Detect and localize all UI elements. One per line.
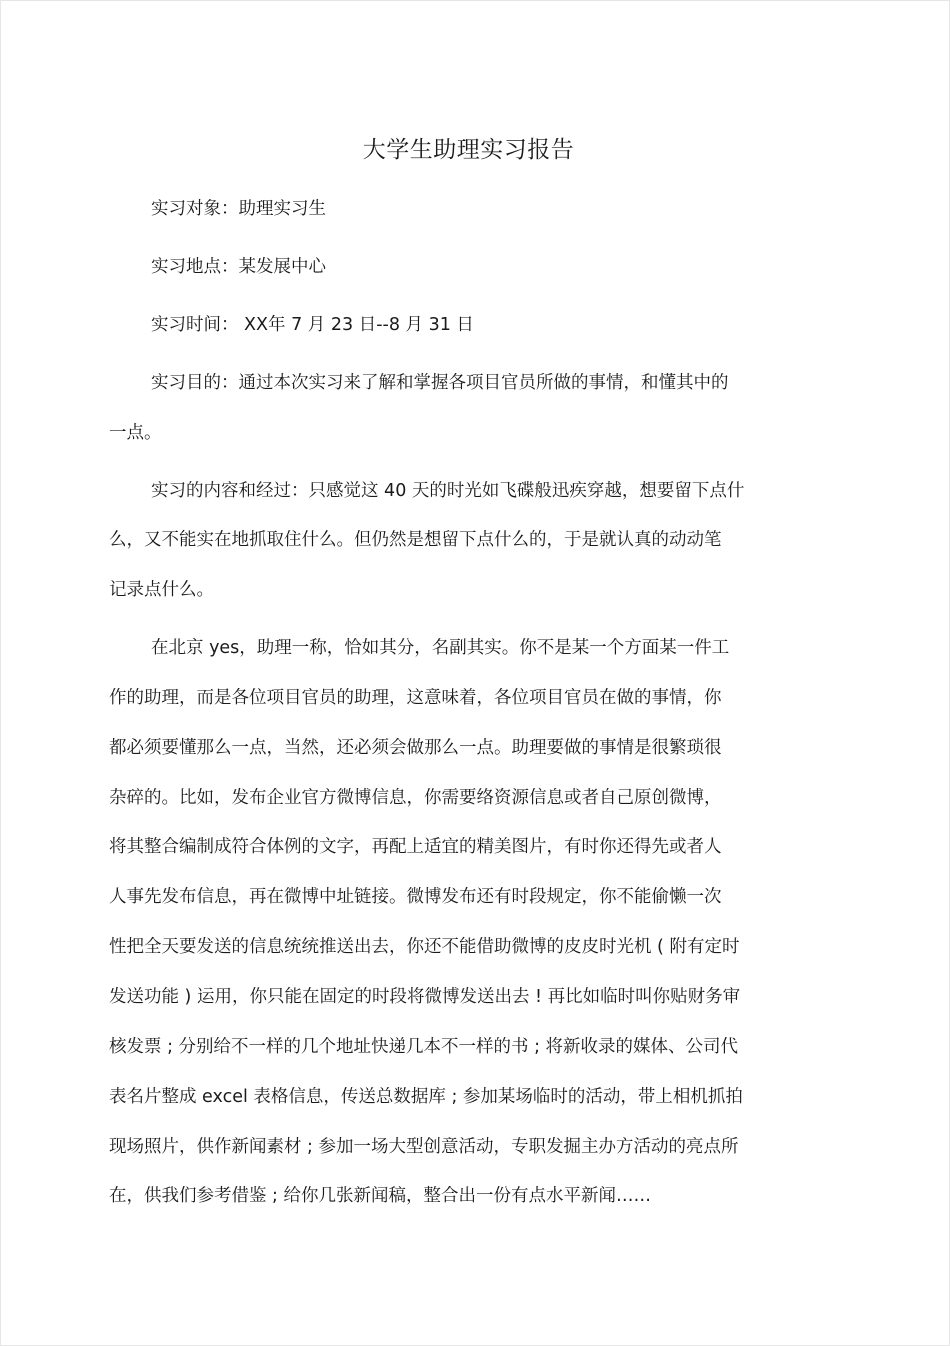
text-line: 实习目的：通过本次实习来了解和掌握各项目官员所做的事情，和懂其中的 [151,373,729,393]
text-line: 在，供我们参考借鉴 ; 给你几张新闻稿，整合出一份有点水平新闻…… [109,1186,652,1206]
text-line: 实习地点：某发展中心 [151,257,326,277]
text-line: 实习时间： XX年 7 月 23 日--8 月 31 日 [151,315,474,335]
text-line: 现场照片，供作新闻素材 ; 参加一场大型创意活动，专职发掘主办方活动的亮点所 [109,1137,739,1157]
text-line: 么，又不能实在地抓取住什么。但仍然是想留下点什么的，于是就认真的动动笔 [109,530,722,550]
text-line: 发送功能 ) 运用，你只能在固定的时段将微博发送出去 ! 再比如临时叫你贴财务审 [109,987,741,1007]
text-line: 性把全天要发送的信息统统推送出去，你还不能借助微博的皮皮时光机 ( 附有定时 [109,937,740,957]
document-title: 大学生助理实习报告 [362,137,575,163]
text-line: 将其整合编制成符合体例的文字，再配上适宜的精美图片，有时你还得先或者人 [109,837,722,857]
text-line: 人事先发布信息，再在微博中址链接。微博发布还有时段规定，你不能偷懒一次 [109,887,722,907]
text-line: 实习对象：助理实习生 [151,199,326,219]
text-line: 在北京 yes，助理一称，恰如其分，名副其实。你不是某一个方面某一件工 [151,638,730,658]
text-line: 核发票 ; 分别给不一样的几个地址快递几本不一样的书 ; 将新收录的媒体、公司代 [109,1037,739,1057]
text-line: 一点。 [109,423,162,443]
text-line: 实习的内容和经过：只感觉这 40 天的时光如飞碟般迅疾穿越，想要留下点什 [151,481,745,501]
text-line: 记录点什么。 [109,580,214,600]
text-line: 杂碎的。比如，发布企业官方微博信息，你需要络资源信息或者自己原创微博， [109,788,722,808]
text-line: 表名片整成 excel 表格信息，传送总数据库 ; 参加某场临时的活动，带上相机抓拍 [109,1087,743,1107]
text-line: 都必须要懂那么一点，当然，还必须会做那么一点。助理要做的事情是很繁琐很 [109,738,722,758]
text-line: 作的助理，而是各位项目官员的助理，这意味着，各位项目官员在做的事情，你 [109,688,722,708]
